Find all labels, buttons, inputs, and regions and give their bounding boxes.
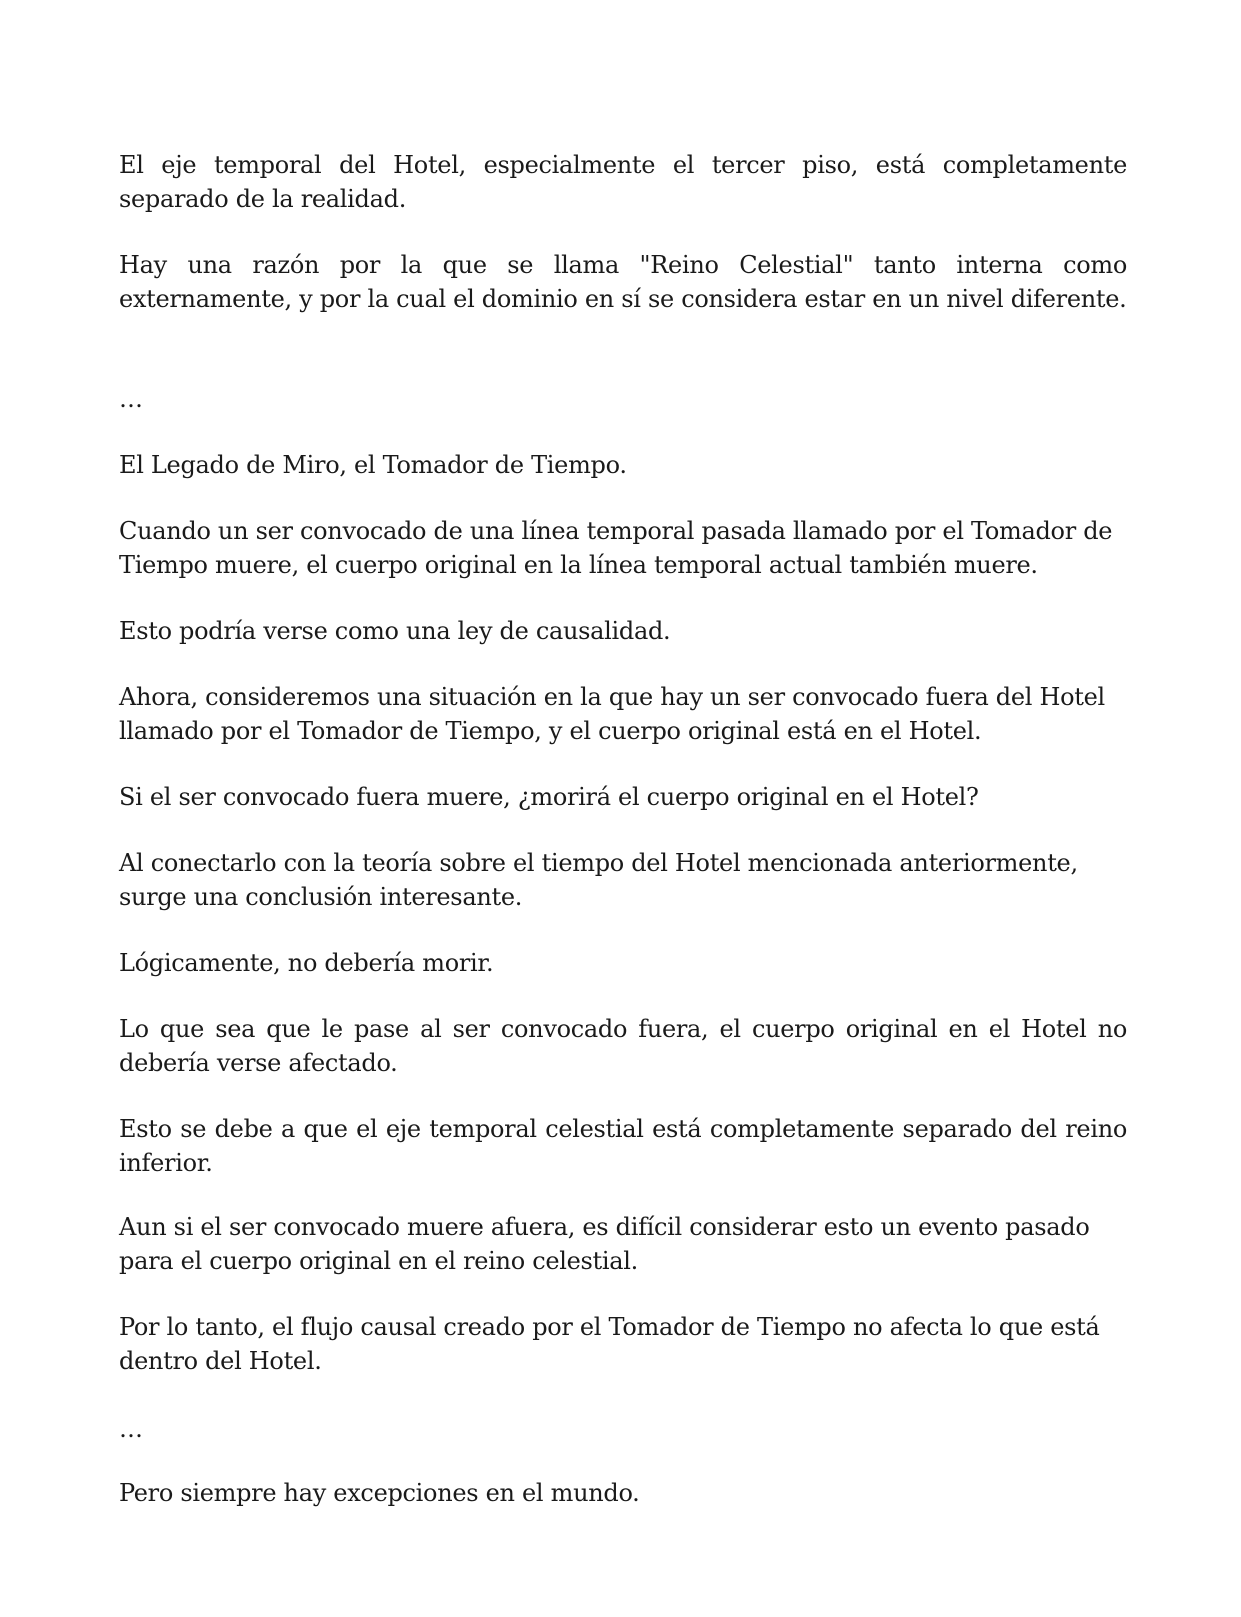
paragraph-9: Lógicamente, no debería morir.	[119, 949, 494, 977]
paragraph-14: Pero siempre hay excepciones en el mundo.	[119, 1479, 640, 1507]
paragraph-3: El Legado de Miro, el Tomador de Tiempo.	[119, 451, 627, 479]
section-break-ellipsis-2: …	[119, 1415, 143, 1443]
paragraph-5: Esto podría verse como una ley de causalidad.	[119, 617, 671, 645]
section-break-ellipsis: …	[119, 385, 143, 413]
paragraph-6: Ahora, consideremos una situación en la que hay un ser convocado fuera del Hotel llamado por el Tomador de Tiempo, y el cuerpo original está en el Hotel.	[119, 683, 1105, 745]
paragraph-12: Aun si el ser convocado muere afuera, es difícil considerar esto un evento pasado para el cuerpo original en el reino celestial.	[119, 1213, 1090, 1275]
paragraph-11: Esto se debe a que el eje temporal celestial está completamente separado del reino inferior.	[119, 1115, 1127, 1177]
paragraph-1: El eje temporal del Hotel, especialmente el tercer piso, está completamente separado de la realidad.	[119, 151, 1127, 213]
paragraph-2: Hay una razón por la que se llama "Reino Celestial" tanto interna como externamente, y por la cual el dominio en sí se considera estar en un nivel diferente.	[119, 251, 1127, 313]
paragraph-4: Cuando un ser convocado de una línea temporal pasada llamado por el Tomador de Tiempo muere, el cuerpo original en la línea temporal actual también muere.	[119, 517, 1113, 579]
paragraph-10: Lo que sea que le pase al ser convocado fuera, el cuerpo original en el Hotel no debería verse afectado.	[119, 1015, 1127, 1077]
paragraph-7: Si el ser convocado fuera muere, ¿morirá el cuerpo original en el Hotel?	[119, 783, 979, 811]
paragraph-8: Al conectarlo con la teoría sobre el tiempo del Hotel mencionada anteriormente, surge una conclusión interesante.	[119, 849, 1078, 911]
paragraph-13: Por lo tanto, el flujo causal creado por el Tomador de Tiempo no afecta lo que está dentro del Hotel.	[119, 1313, 1100, 1375]
